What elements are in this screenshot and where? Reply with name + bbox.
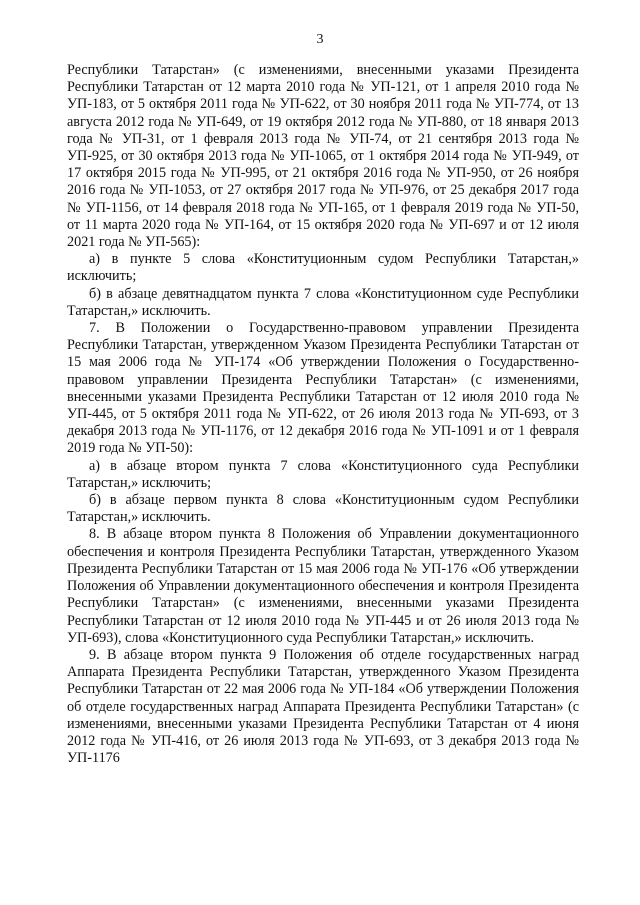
paragraph-clause-7-item-a: а) в абзаце втором пункта 7 слова «Конституционного суда Республики Татарстан,» исключить; <box>67 457 579 491</box>
paragraph-clause-7-item-b: б) в абзаце первом пункта 8 слова «Конституционным судом Республики Татарстан,» исключить. <box>67 492 579 526</box>
page-number: 3 <box>316 32 324 47</box>
paragraph-item-b: б) в абзаце девятнадцатом пункта 7 слова «Конституционном суде Республики Татарстан,» исключить. <box>67 285 579 319</box>
paragraph-clause-8: 8. В абзаце втором пункта 8 Положения об Управлении документационного обеспечения и контроля Президента Республики Татарстан, утвержденного Указом Президента Республики Татарстан от 15 мая 2006 года № УП-176 «Об утверждении Положения об Управлении документационного обеспечения и контроля Президента Республики Татарстан» (с изменениями, внесенными указами Президента Республики Татарстан от 12 июля 2010 года № УП-445 и от 26 июля 2013 года № УП-693), слова «Конституционного суда Республики Татарстан,» исключить. <box>67 526 579 646</box>
paragraph-item-a: а) в пункте 5 слова «Конституционным судом Республики Татарстан,» исключить; <box>67 251 579 285</box>
paragraph-continuation: Республики Татарстан» (с изменениями, внесенными указами Президента Республики Татарстан от 12 марта 2010 года № УП-121, от 1 апреля 2010 года № УП-183, от 5 октября 2011 года № УП-622, от 30 ноября 2011 года № УП-774, от 13 августа 2012 года № УП-649, от 19 октября 2012 года № УП-880, от 18 января 2013 года № УП-31, от 1 февраля 2013 года № УП-74, от 21 сентября 2013 года № УП-925, от 30 октября 2013 года № УП-1065, от 1 октября 2014 года № УП-949, от 17 октября 2015 года № УП-995, от 21 октября 2016 года № УП-950, от 26 ноября 2016 года № УП-1053, от 27 октября 2017 года № УП-976, от 25 декабря 2017 года № УП-1156, от 14 февраля 2018 года № УП-165, от 1 февраля 2019 года № УП-50, от 11 марта 2020 года № УП-164, от 15 октября 2020 года № УП-697 и от 12 июля 2021 года № УП-565): <box>67 62 579 251</box>
document-body <box>67 62 579 767</box>
paragraph-clause-7: 7. В Положении о Государственно-правовом управлении Президента Республики Татарстан, утвержденном Указом Президента Республики Татарстан от 15 мая 2006 года № УП-174 «Об утверждении Положения о Государственно-правовом управлении Президента Республики Татарстан» (с изменениями, внесенными указами Президента Республики Татарстан от 12 июля 2010 года № УП-445, от 5 октября 2011 года № УП-622, от 26 июля 2013 года № УП-693, от 3 декабря 2013 года № УП-1176, от 12 декабря 2016 года № УП-1091 и от 1 февраля 2019 года № УП-50): <box>67 320 579 457</box>
paragraph-clause-9: 9. В абзаце втором пункта 9 Положения об отделе государственных наград Аппарата Президента Республики Татарстан, утвержденного Указом Президента Республики Татарстан от 22 мая 2006 года № УП-184 «Об утверждении Положения об отделе государственных наград Аппарата Президента Республики Татарстан» (с изменениями, внесенными указами Президента Республики Татарстан от 4 июня 2012 года № УП-416, от 26 июля 2013 года № УП-693, от 3 декабря 2013 года № УП-1176 <box>67 646 579 767</box>
